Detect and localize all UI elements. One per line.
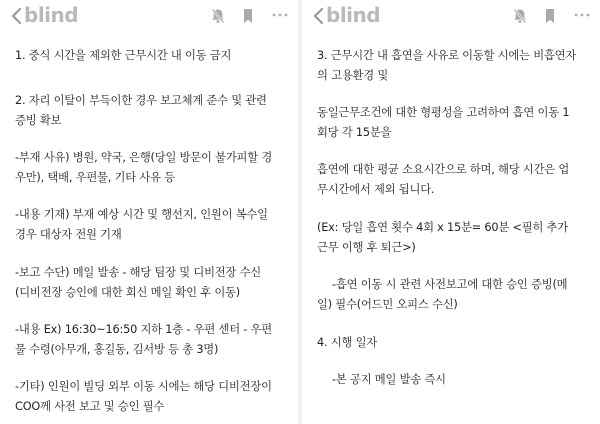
post-line: (디비전장 승인에 대한 회신 메일 확인 후 이동): [15, 286, 240, 299]
post-line: 일) 필수(어드민 오피스 수신): [317, 298, 458, 311]
post-line: 증빙 확보: [15, 114, 62, 127]
right-post-panel: [302, 0, 600, 424]
brand-logo: blind: [326, 3, 381, 27]
post-line: -보고 수단) 메일 발송 - 해당 팀장 및 디비전장 수신: [15, 266, 262, 279]
post-line: 의 고용환경 및: [317, 69, 389, 82]
post-line: (Ex: 당일 흡연 횟수 4회 x 15분= 60분 <필히 추가: [317, 221, 568, 234]
post-line: 회당 각 15분을: [317, 126, 392, 139]
post-line: 경우 대상자 전원 기재: [15, 228, 122, 241]
post-line: 동일근무조건에 대한 형평성을 고려하여 흡연 이동 1: [317, 106, 570, 119]
post-line: -본 공지 메일 발송 즉시: [332, 373, 446, 386]
post-line: -부재 사유) 병원, 약국, 은행(당일 방문이 불가피할 경: [15, 151, 273, 164]
post-line: -기타) 인원이 빌딩 외부 이동 시에는 해당 디비전장이: [15, 380, 272, 393]
post-line: -내용 Ex) 16:30~16:50 지하 1층 - 우편 센터 - 우편: [15, 323, 272, 336]
post-line: 물 수령(아무개, 홍길동, 김서방 등 총 3명): [15, 343, 219, 356]
left-post-panel: [0, 0, 298, 424]
post-line: 2. 자리 이탈이 부득이한 경우 보고체계 준수 및 관련: [15, 94, 267, 107]
post-line: 3. 근무시간 내 흡연을 사유로 이동할 시에는 비흡연자: [317, 49, 577, 62]
brand-logo: blind: [24, 3, 79, 27]
post-body: [302, 0, 600, 424]
post-line: 우만), 택배, 우편물, 기타 사유 등: [15, 171, 175, 184]
post-line: 무시간에서 제외 됩니다.: [317, 183, 435, 196]
post-line: -내용 기재) 부재 예상 시간 및 행선지, 인원이 복수일: [15, 208, 268, 221]
post-line: -흡연 이동 시 관련 사전보고에 대한 승인 증빙(메: [332, 278, 568, 291]
post-line: 근무 이행 후 퇴근>): [317, 241, 416, 254]
post-line: 4. 시행 일자: [317, 336, 378, 349]
post-body: [0, 0, 298, 424]
post-line: 흡연에 대한 평균 소요시간으로 하며, 해당 시간은 업: [317, 163, 570, 176]
post-line: 1. 중식 시간을 제외한 근무시간 내 이동 금지: [15, 49, 232, 62]
post-line: COO께 사전 보고 및 승인 필수: [15, 400, 165, 413]
